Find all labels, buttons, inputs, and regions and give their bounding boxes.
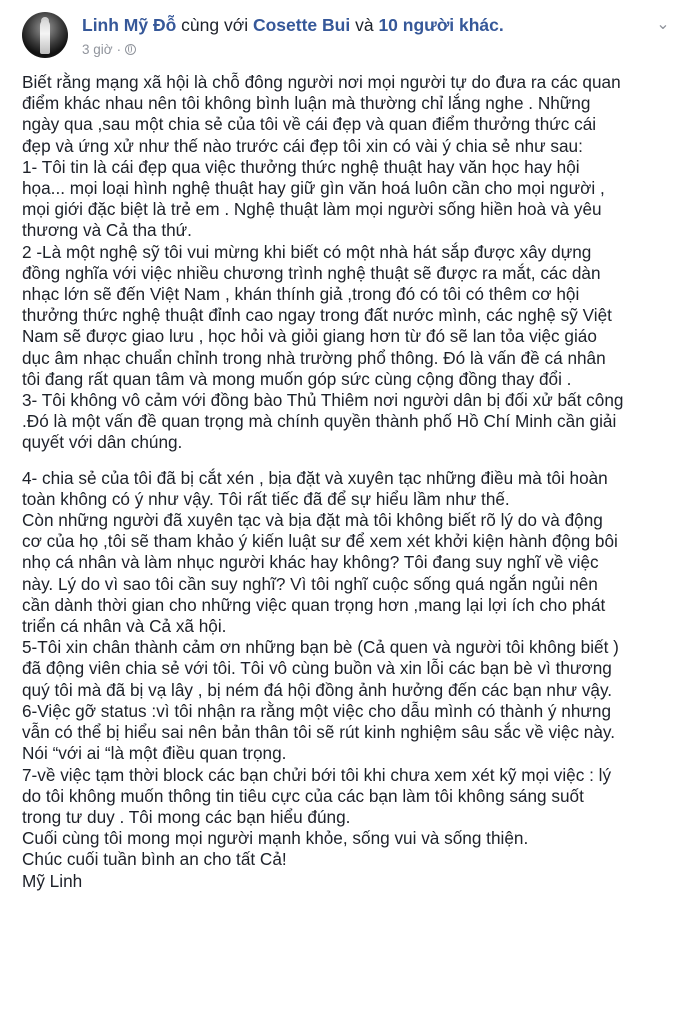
- post-body: [22, 72, 686, 892]
- avatar-figure-body: [40, 20, 50, 54]
- post-text-line: Cuối cùng tôi mong mọi người mạnh khỏe, sống vui và sống thiện.: [22, 828, 529, 849]
- post-text-line: họa... mọi loại hình nghệ thuật hay giữ gìn văn hoá luôn cần cho mọi người ,: [22, 178, 605, 199]
- post-title-line: [82, 14, 504, 36]
- post-text-line: ngày qua ,sau một chia sẻ của tôi về cái đẹp và quan điểm thưởng thức cái: [22, 114, 597, 135]
- post-text-line: cơ của họ ,tôi sẽ tham khảo ý kiến luật sư để xem xét khởi kiện hành động bôi: [22, 531, 618, 552]
- paragraph-gap: [22, 454, 686, 468]
- chevron-down-icon[interactable]: ⌄: [656, 16, 670, 33]
- post-text-line: Biết rằng mạng xã hội là chỗ đông người nơi mọi người tự do đưa ra các quan: [22, 72, 621, 92]
- post-header: [18, 8, 682, 64]
- and-text: và: [355, 15, 374, 35]
- avatar[interactable]: [22, 12, 68, 58]
- post-text-line: nhọ cá nhân và làm nhục người khác hay không? Tôi đang suy nghĩ về việc: [22, 552, 599, 573]
- post-text-line: Nam sẽ được giao lưu , học hỏi và giỏi giang hơn từ đó sẽ lan tỏa việc giáo: [22, 326, 597, 347]
- post-text-line: triển cá nhân và Cả xã hội.: [22, 616, 227, 637]
- with-text: cùng với: [181, 15, 249, 35]
- meta-separator: ·: [116, 42, 122, 57]
- post-text-line: vẫn có thể bị hiểu sai nên bản thân tôi sẽ rút kinh nghiệm sâu sắc về việc này.: [22, 722, 616, 743]
- post-text-line: 6-Việc gỡ status :vì tôi nhận ra rằng một việc cho dẫu mình có thành ý nhưng: [22, 700, 612, 721]
- post-text-line: tôi đang rất quan tâm và mong muốn góp sức cùng cộng đồng thay đổi .: [22, 368, 572, 389]
- post-text-line: thương và Cả tha thứ.: [22, 220, 192, 241]
- post-text-line: .Đó là một vấn đề quan trọng mà chính quyền thành phố Hồ Chí Minh cần giải: [22, 411, 617, 432]
- post-text-line: thưởng thức nghệ thuật đỉnh cao ngay trong đất nước mình, các nghệ sỹ Việt: [22, 305, 612, 326]
- author-name[interactable]: Linh Mỹ Đỗ: [82, 15, 177, 35]
- post-text-line: 1- Tôi tin là cái đẹp qua việc thưởng thức nghệ thuật hay văn học hay hội: [22, 156, 580, 177]
- post-text-line: toàn không có ý như vậy. Tôi rất tiếc đã để sự hiểu lầm như thế.: [22, 488, 510, 509]
- post-text-line: nhạc lớn sẽ đến Việt Nam , khán thính giả ,trong đó có tôi có thêm cơ hội: [22, 284, 580, 305]
- post-text-line: quý tôi mà đã bị vạ lây , bị ném đá hội đồng ảnh hưởng đến các bạn như vậy.: [22, 679, 613, 700]
- post-meta: [82, 41, 136, 59]
- globe-icon[interactable]: [125, 44, 136, 55]
- post-text-line: Nói “với ai “là một điều quan trọng.: [22, 743, 287, 764]
- tagged-person[interactable]: Cosette Bui: [252, 15, 351, 35]
- tagged-others[interactable]: 10 người khác.: [378, 15, 504, 35]
- post-text-line: 4- chia sẻ của tôi đã bị cắt xén , bịa đặt và xuyên tạc những điều mà tôi hoàn: [22, 467, 608, 488]
- post-text-line: mọi giới đặc biệt là trẻ em . Nghệ thuật làm mọi người sống hiền hoà và yêu: [22, 199, 602, 220]
- post-text-line: 2 -Là một nghệ sỹ tôi vui mừng khi biết có một nhà hát sắp được xây dựng: [22, 241, 592, 262]
- post-text-line: cần dành thời gian cho những việc quan trọng hơn ,mang lại lợi ích cho phát: [22, 594, 606, 615]
- post-text-line: 5-Tôi xin chân thành cảm ơn những bạn bè (Cả quen và người tôi không biết ): [22, 637, 619, 658]
- post-text-line: đã động viên chia sẻ với tôi. Tôi vô cùng buồn và xin lỗi các bạn bè vì thương: [22, 658, 612, 679]
- post-text-line: điểm khác nhau nên tôi không bình luận mà thường chỉ lắng nghe . Những: [22, 93, 591, 114]
- post-text-line: trong tư duy . Tôi mong các bạn hiểu đúng.: [22, 806, 351, 827]
- post-text-line: quyết với dân chúng.: [22, 432, 183, 453]
- post-text-line: dục âm nhạc chuẩn chỉnh trong nhà trường phổ thông. Đó là vấn đề cá nhân: [22, 347, 606, 368]
- post-text-line: do tôi không muốn thông tin tiêu cực của các bạn làm tôi không sáng suốt: [22, 785, 584, 806]
- post-text-line: Chúc cuối tuần bình an cho tất Cả!: [22, 849, 287, 870]
- post-text-line: này. Lý do vì sao tôi cần suy nghĩ? Vì tôi nghĩ cuộc sống quá ngắn ngủi nên: [22, 573, 598, 594]
- post-text-line: đồng nghĩa với việc nhiều chương trình nghệ thuật sẽ được ra mắt, các dàn: [22, 262, 601, 283]
- post-time[interactable]: 3 giờ: [82, 42, 113, 57]
- post-text-line: Còn những người đã xuyên tạc và bịa đặt mà tôi không biết rõ lý do và động: [22, 510, 603, 531]
- post-text-line: đẹp và ứng xử như thế nào trước cái đẹp tôi xin có vài ý chia sẻ như sau:: [22, 135, 583, 156]
- post-text-line: 3- Tôi không vô cảm với đồng bào Thủ Thiêm nơi người dân bị đối xử bất công: [22, 390, 624, 411]
- post-text-line: Mỹ Linh: [22, 870, 83, 891]
- post-text-line: 7-về việc tạm thời block các bạn chửi bới tôi khi chưa xem xét kỹ mọi việc : lý: [22, 764, 612, 785]
